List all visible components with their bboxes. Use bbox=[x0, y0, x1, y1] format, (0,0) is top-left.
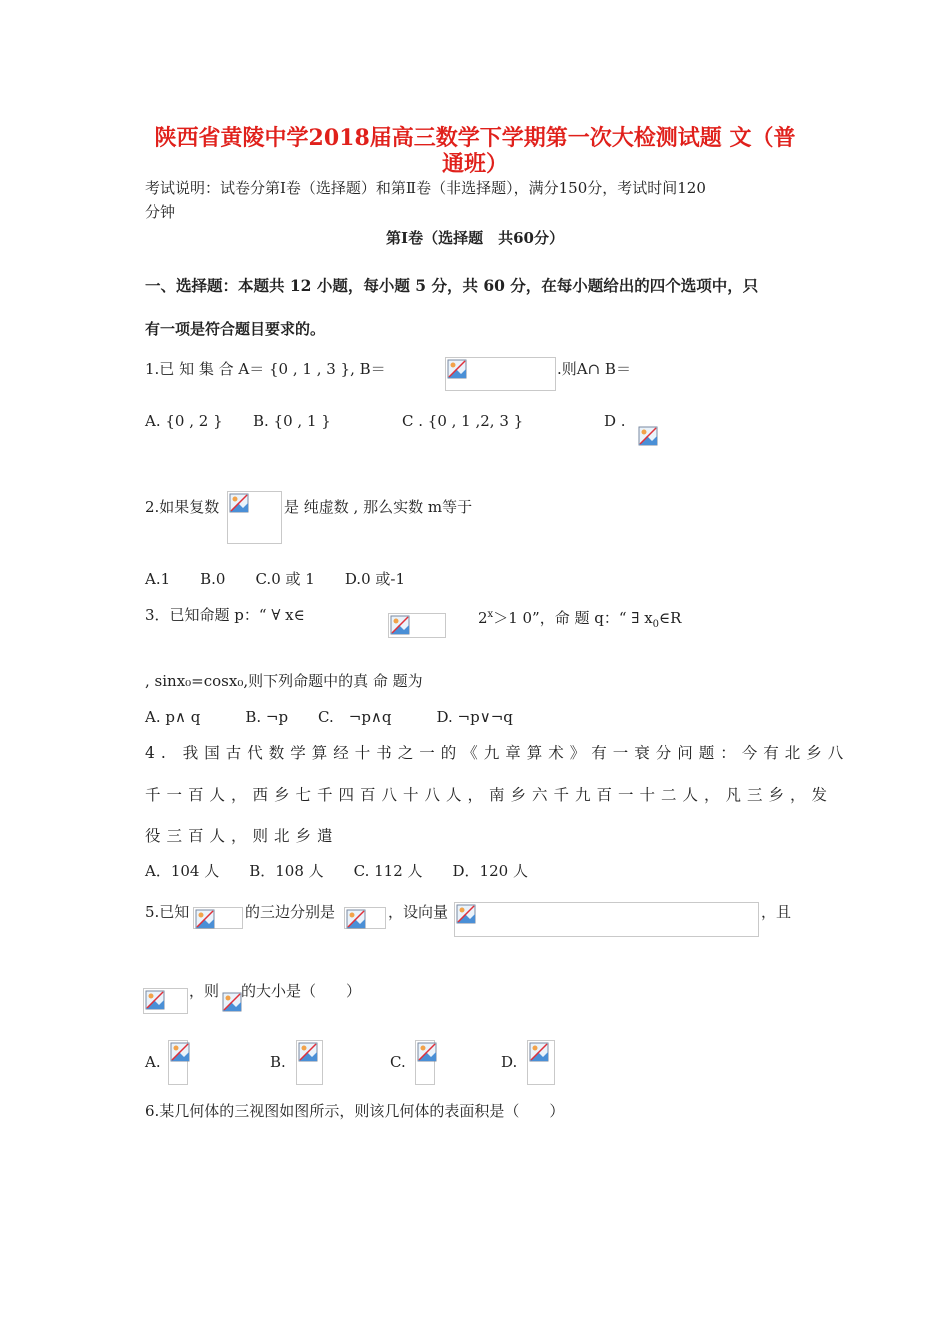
q4-line-1: 4. 我国古代数学算经十书之一的《九章算术》有一衰分问题：今有北乡八 bbox=[145, 744, 850, 762]
q1-option-a: A. {0 , 2 } bbox=[145, 412, 223, 430]
q5-broken-image-2 bbox=[344, 907, 386, 929]
section-heading-line-1: 一、选择题：本题共 12 小题，每小题 5 分，共 60 分，在每小题给出的四个选项中，只 bbox=[145, 276, 759, 295]
q2-options: A.1 B.0 C.0 或 1 D.0 或-1 bbox=[145, 570, 405, 588]
broken-image-icon bbox=[222, 992, 242, 1012]
q3-stem-sub: 0 bbox=[652, 619, 660, 630]
q3-stem-text-c: ＞1 0”，命 题 q：“ ∃ x bbox=[493, 609, 653, 627]
broken-image-icon bbox=[447, 359, 467, 379]
broken-image-icon bbox=[229, 493, 249, 513]
q3-broken-image bbox=[388, 613, 446, 638]
q1-broken-image bbox=[445, 357, 556, 391]
q1-option-d: D . bbox=[604, 412, 626, 430]
exam-note-line-1: 考试说明：试卷分第Ⅰ卷（选择题）和第Ⅱ卷（非选择题），满分150分，考试时间120 bbox=[145, 179, 706, 197]
q1-option-c: C . {0 , 1 ,2, 3 } bbox=[402, 412, 524, 430]
part-heading: 第Ⅰ卷（选择题 共60分） bbox=[386, 229, 564, 247]
page-title-line-2: 通班） bbox=[441, 151, 508, 177]
q5-line-2-text-a: ，则 bbox=[189, 982, 220, 1000]
broken-image-icon bbox=[346, 909, 366, 929]
q3-stem-sup: x bbox=[487, 609, 494, 620]
q3-stem-text-a: 3．已知命题 p：“ ∀ x∈ bbox=[145, 606, 305, 624]
q2-stem-text-a: 2.如果复数 bbox=[145, 498, 220, 516]
q2-broken-image bbox=[227, 491, 282, 544]
broken-image-icon bbox=[145, 990, 165, 1010]
q5-broken-image-4 bbox=[143, 988, 188, 1014]
q1-stem bbox=[145, 359, 386, 379]
q1-option-d-image bbox=[637, 425, 659, 447]
q2-stem-text-b: 是 纯虚数 , 那么实数 m等于 bbox=[284, 498, 473, 516]
q3-stem-text-d: ∈R bbox=[659, 609, 682, 627]
page-title-line-1: 陕西省黄陵中学2018届高三数学下学期第一次大检测试题 文（普 bbox=[154, 125, 796, 151]
broken-image-icon bbox=[390, 615, 410, 635]
q4-line-3: 役三百人，则北乡遣 bbox=[145, 827, 339, 845]
broken-image-icon bbox=[529, 1042, 549, 1062]
q5-option-d: D. bbox=[501, 1053, 518, 1071]
q5-stem-text-d: ，且 bbox=[761, 903, 792, 921]
broken-image-icon bbox=[417, 1042, 437, 1062]
q5-line-2-text-b: 的大小是（ ） bbox=[241, 982, 362, 1000]
q5-option-c: C. bbox=[390, 1053, 406, 1071]
q3-options: A. p∧ q B. ¬p C. ¬p∧q D. ¬p∨¬q bbox=[145, 708, 513, 726]
q5-option-a-image bbox=[168, 1040, 188, 1085]
q6-stem: 6.某几何体的三视图如图所示，则该几何体的表面积是（ ） bbox=[145, 1102, 565, 1120]
broken-image-icon bbox=[195, 909, 215, 929]
q5-option-a: A. bbox=[145, 1053, 161, 1071]
section-heading-line-2: 有一项是符合题目要求的。 bbox=[145, 320, 326, 338]
q4-line-2: 千一百人，西乡七千四百八十八人，南乡六千九百一十二人，凡三乡，发 bbox=[145, 786, 834, 804]
q5-broken-image-5 bbox=[221, 991, 241, 1012]
q5-stem-text-a: 5.已知 bbox=[145, 903, 190, 921]
q1-option-b: B. {0 , 1 } bbox=[253, 412, 331, 430]
q1-stem-text-a: 1.已 知 集 合 A＝ {0 , 1 , 3 }, B＝ bbox=[145, 360, 386, 378]
q5-stem-text-b: 的三边分别是 bbox=[245, 903, 336, 921]
q5-option-b-image bbox=[296, 1040, 323, 1085]
q5-option-d-image bbox=[527, 1040, 555, 1085]
broken-image-icon bbox=[638, 426, 658, 446]
exam-note-line-2: 分钟 bbox=[145, 203, 176, 221]
broken-image-icon bbox=[170, 1042, 190, 1062]
q5-stem-text-c: ，设向量 bbox=[388, 903, 449, 921]
q5-option-b: B. bbox=[270, 1053, 286, 1071]
q5-broken-image-3 bbox=[454, 902, 759, 937]
q3-stem-text-b: 2 bbox=[478, 609, 488, 627]
q3-stem-line-2: , sinx₀=cosx₀,则下列命题中的真 命 题为 bbox=[145, 672, 423, 690]
q1-stem-text-b: .则A∩ B＝ bbox=[557, 360, 631, 378]
q5-broken-image-1 bbox=[193, 907, 243, 929]
broken-image-icon bbox=[456, 904, 476, 924]
q3-stem-rest bbox=[478, 605, 681, 635]
broken-image-icon bbox=[298, 1042, 318, 1062]
q5-option-c-image bbox=[415, 1040, 435, 1085]
q4-options: A．104 人 B．108 人 C. 112 人 D．120 人 bbox=[145, 862, 528, 880]
